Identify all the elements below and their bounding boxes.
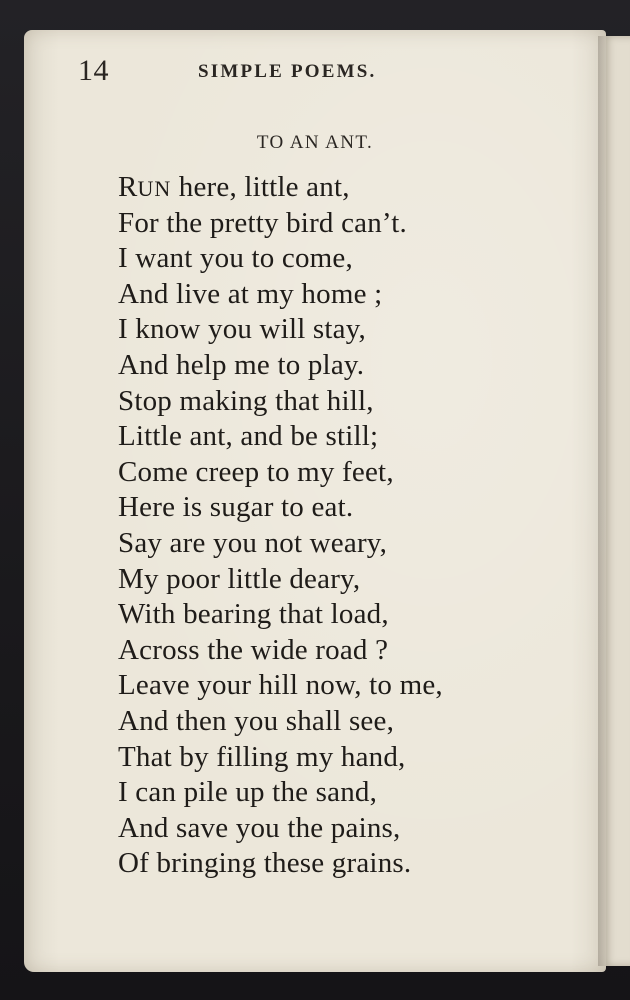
poem-line: Of bringing these grains. (118, 847, 412, 880)
poem-line: And then you shall see, (118, 704, 395, 737)
poem-line: Across the wide road ? (118, 633, 389, 666)
poem-line: I want you to come, (118, 242, 353, 275)
poem-line: That by filling my hand, (118, 740, 406, 773)
poem-line: Stop making that hill, (118, 384, 374, 417)
small-caps-word: UN (137, 176, 172, 201)
poem-line: I can pile up the sand, (118, 776, 378, 809)
poem-body (118, 170, 443, 882)
first-line-text: here, little ant, (171, 171, 350, 203)
poem-line: Here is sugar to eat. (118, 491, 354, 524)
page-header (78, 54, 438, 94)
poem-line: And live at my home ; (118, 277, 383, 310)
poem-line: Come creep to my feet, (118, 455, 394, 488)
running-head: SIMPLE POEMS. (198, 61, 377, 82)
poem-line (118, 170, 443, 206)
drop-capital: R (118, 171, 138, 203)
page-number: 14 (78, 54, 109, 87)
poem-line: For the pretty bird can’t. (118, 206, 407, 239)
binding-shadow (598, 36, 606, 966)
poem-line: With bearing that load, (118, 598, 389, 631)
facing-page-edge (604, 36, 630, 966)
poem-title: TO AN ANT. (256, 132, 374, 153)
poem-line: Say are you not weary, (118, 526, 388, 559)
poem-line: Leave your hill now, to me, (118, 669, 443, 702)
poem-line: I know you will stay, (118, 313, 366, 346)
poem-line: And save you the pains, (118, 811, 401, 844)
poem-line: Little ant, and be still; (118, 420, 379, 453)
poem-line: My poor little deary, (118, 562, 361, 595)
poem-line: And help me to play. (118, 348, 365, 381)
